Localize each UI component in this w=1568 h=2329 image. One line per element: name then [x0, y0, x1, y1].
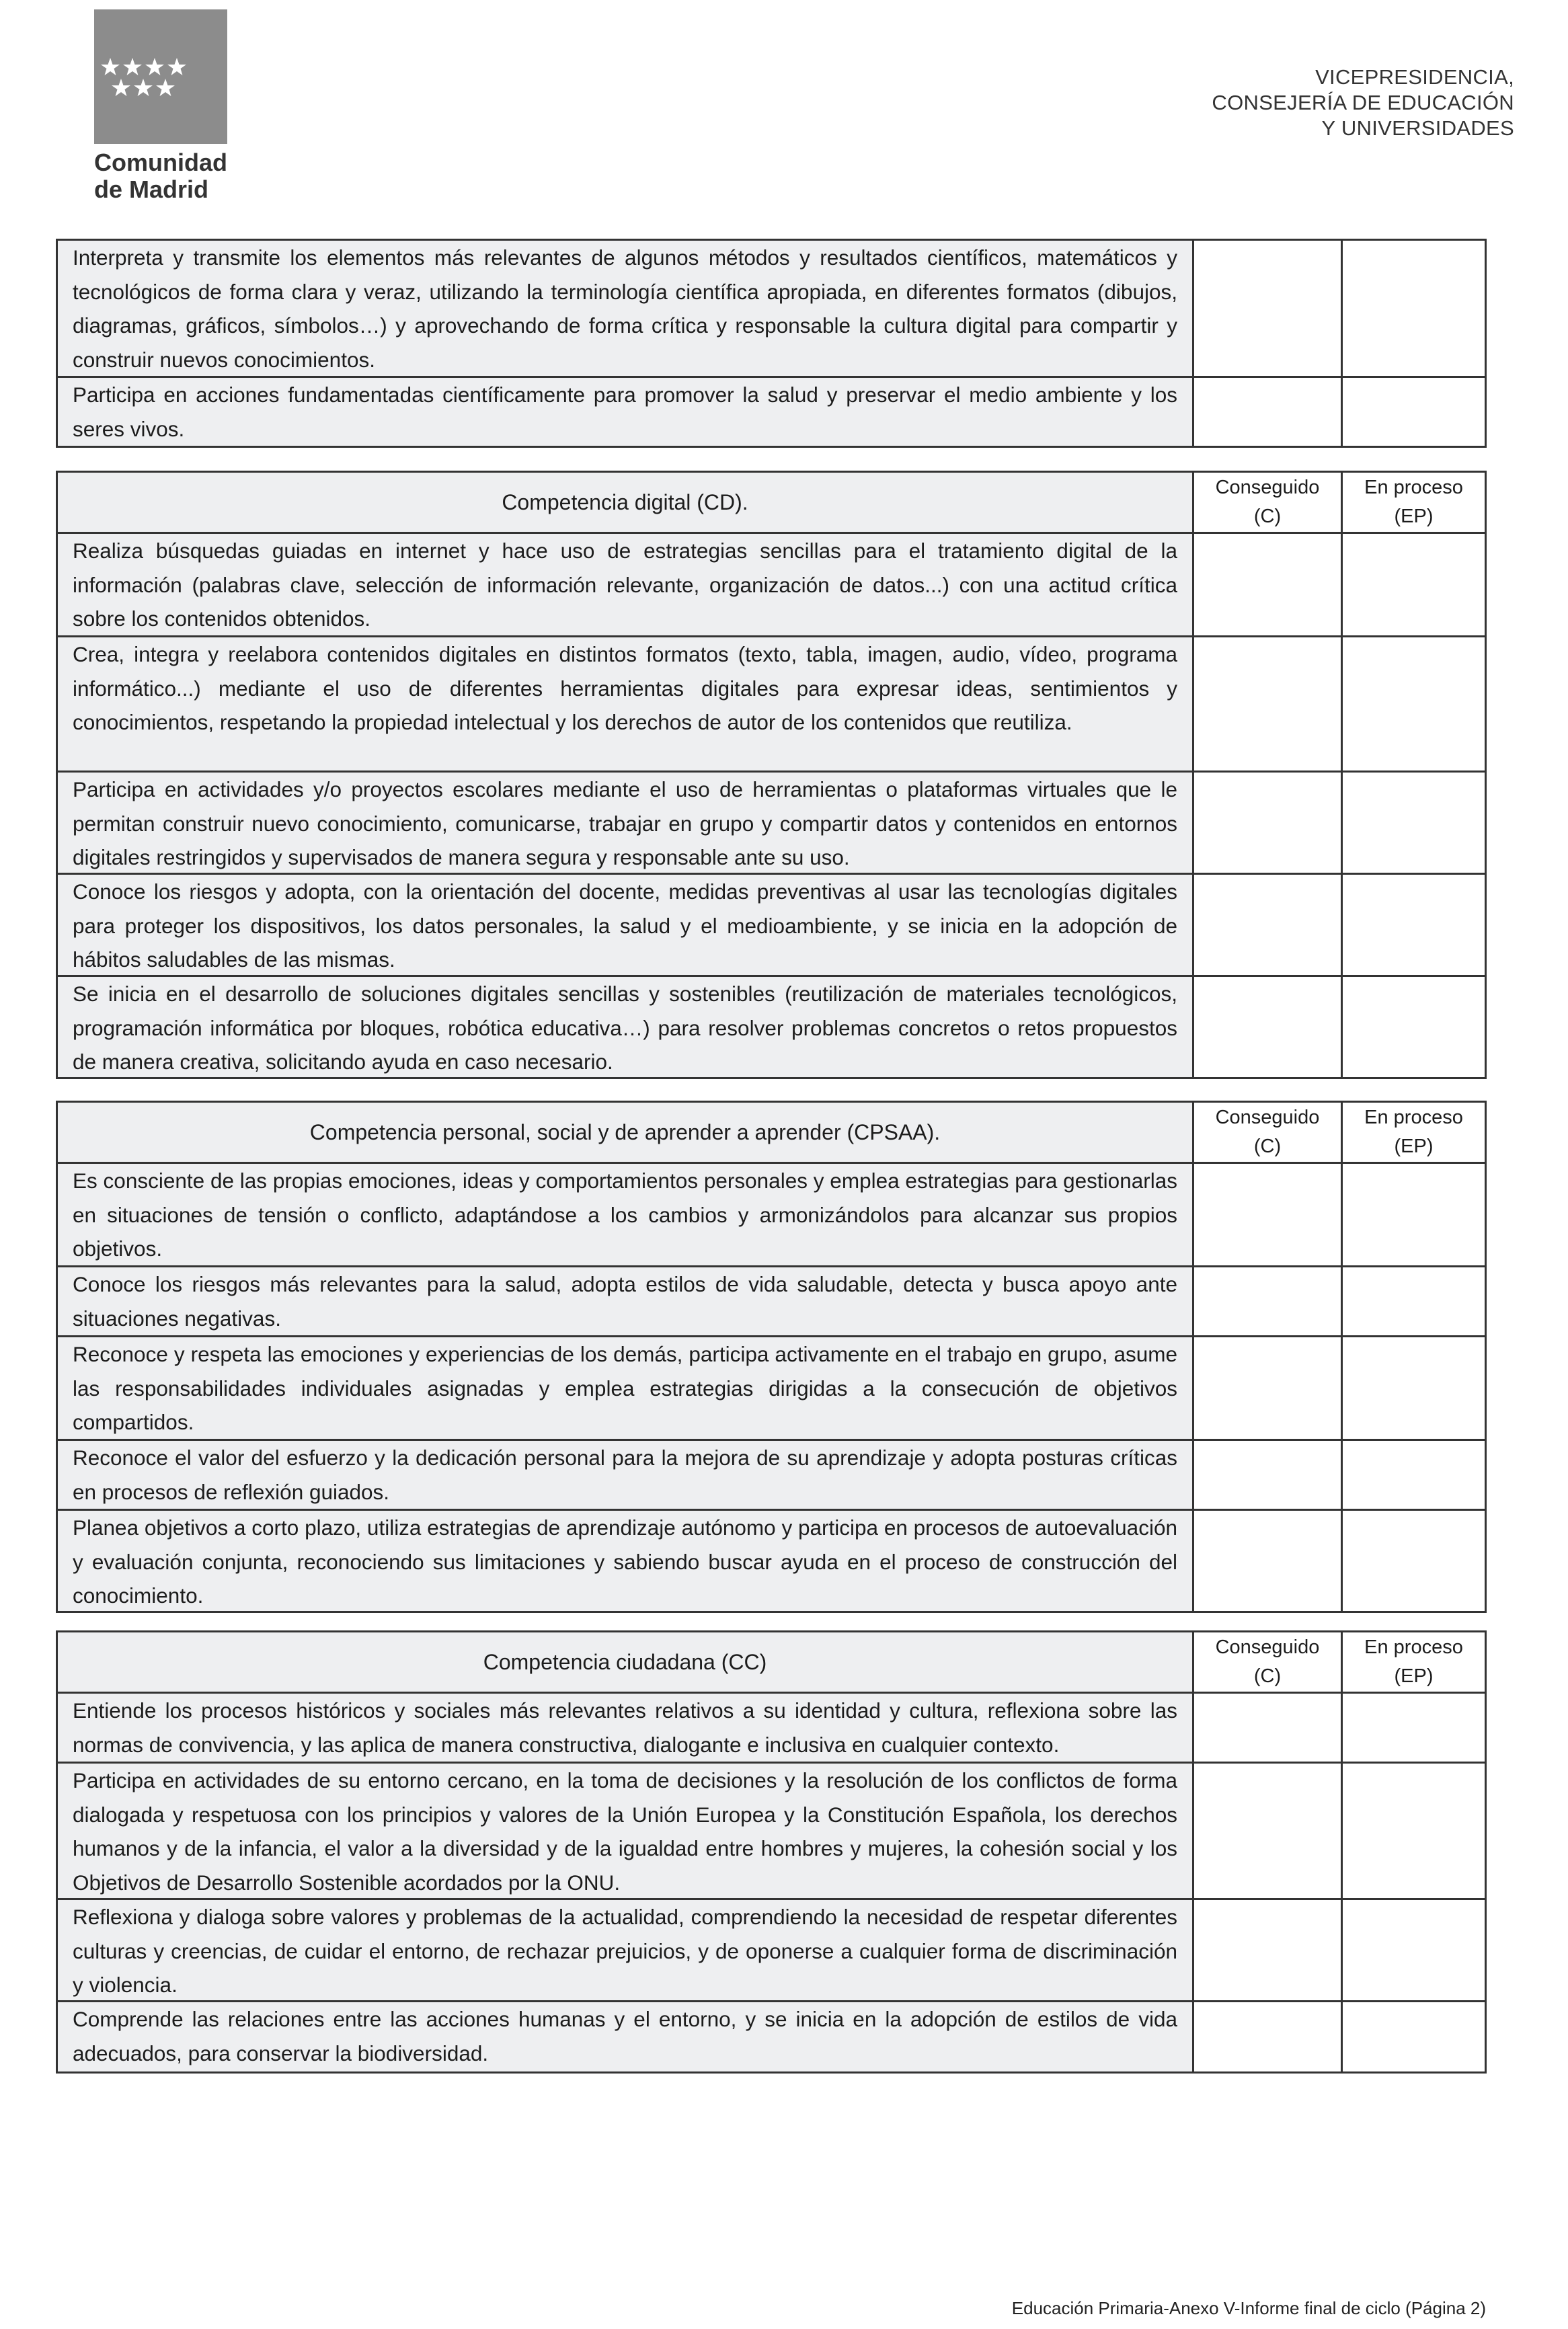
page-footer: Educación Primaria-Anexo V-Informe final de ciclo (Página 2) — [1011, 2298, 1486, 2318]
table-header-row — [58, 1103, 1485, 1162]
competency-table-cpsaa — [56, 1101, 1487, 1613]
competency-description: Realiza búsquedas guiadas en internet y hace uso de estrategias sencillas para el tratamiento digital de la información (palabras clave, selección de información relevante, organización de datos...) con una actitud crítica sobre los contenidos obtenidos. — [58, 534, 1192, 635]
logo-line-2: de Madrid — [94, 175, 209, 203]
en-proceso-checkbox[interactable] — [1341, 875, 1485, 975]
conseguido-checkbox[interactable] — [1192, 1511, 1341, 1611]
header-line-2: CONSEJERÍA DE EDUCACIÓN — [1212, 91, 1514, 114]
competency-row — [58, 1692, 1485, 1762]
competency-description: Interpreta y transmite los elementos más relevantes de algunos métodos y resultados científicos, matemáticos y tecnológicos de forma clara y veraz, utilizando la terminología científica apropiada, en diferentes formatos (dibujos, diagramas, gráficos, símbolos…) y aprovechando de forma crítica y responsable la cultura digital para compartir y construir nuevos conocimientos. — [58, 241, 1192, 376]
conseguido-header: Conseguido (C) — [1192, 1632, 1341, 1692]
competency-row — [58, 1439, 1485, 1509]
en-proceso-checkbox[interactable] — [1341, 1511, 1485, 1611]
competency-description: Reconoce el valor del esfuerzo y la dedicación personal para la mejora de su aprendizaje y adopta posturas críticas en procesos de reflexión guiados. — [58, 1441, 1192, 1509]
en-proceso-checkbox[interactable] — [1341, 2002, 1485, 2071]
competency-description: Reflexiona y dialoga sobre valores y problemas de la actualidad, comprendiendo la necesidad de respetar diferentes culturas y creencias, de cuidar el entorno, de rechazar prejuicios, y de oponerse a cualquier forma de discriminación y violencia. — [58, 1900, 1192, 2000]
conseguido-checkbox[interactable] — [1192, 241, 1341, 376]
conseguido-checkbox[interactable] — [1192, 1764, 1341, 1898]
conseguido-checkbox[interactable] — [1192, 1164, 1341, 1265]
conseguido-checkbox[interactable] — [1192, 534, 1341, 635]
competency-description: Crea, integra y reelabora contenidos digitales en distintos formatos (texto, tabla, imagen, audio, vídeo, programa informático...) mediante el uso de diferentes herramientas digitales para expresar ideas, sentimientos y conocimientos, respetando la propiedad intelectual y los derechos de autor de los contenidos que reutiliza. — [58, 637, 1192, 771]
en-proceso-checkbox[interactable] — [1341, 241, 1485, 376]
en-proceso-header: En proceso (EP) — [1341, 1632, 1485, 1692]
conseguido-header: Conseguido (C) — [1192, 473, 1341, 532]
section-title: Competencia digital (CD). — [58, 473, 1192, 532]
competency-row — [58, 2000, 1485, 2071]
competency-table-cd — [56, 471, 1487, 1079]
en-proceso-checkbox[interactable] — [1341, 1694, 1485, 1762]
competency-row — [58, 1762, 1485, 1898]
conseguido-checkbox[interactable] — [1192, 637, 1341, 771]
header-line-1: VICEPRESIDENCIA, — [1315, 65, 1514, 89]
competency-row — [58, 635, 1485, 771]
competency-row — [58, 376, 1485, 446]
competency-description: Participa en actividades y/o proyectos escolares mediante el uso de herramientas o plataformas virtuales que le permitan construir nuevo conocimiento, comunicarse, trabajar en grupo y compartir datos y contenidos en entornos digitales restringidos y supervisados de manera segura y responsable ante su uso. — [58, 773, 1192, 873]
competency-row — [58, 975, 1485, 1077]
en-proceso-header: En proceso (EP) — [1341, 473, 1485, 532]
competency-table-continuation — [56, 239, 1487, 448]
en-proceso-header: En proceso (EP) — [1341, 1103, 1485, 1162]
conseguido-checkbox[interactable] — [1192, 1900, 1341, 2000]
en-proceso-checkbox[interactable] — [1341, 977, 1485, 1077]
en-proceso-checkbox[interactable] — [1341, 1900, 1485, 2000]
section-title: Competencia ciudadana (CC) — [58, 1632, 1192, 1692]
competency-description: Es consciente de las propias emociones, ideas y comportamientos personales y emplea estrategias para gestionarlas en situaciones de tensión o conflicto, adaptándose a los cambios y armonizándolos para alcanzar sus propios objetivos. — [58, 1164, 1192, 1265]
competency-description: Comprende las relaciones entre las acciones humanas y el entorno, y se inicia en la adopción de estilos de vida adecuados, para conservar la biodiversidad. — [58, 2002, 1192, 2071]
conseguido-checkbox[interactable] — [1192, 1267, 1341, 1335]
conseguido-checkbox[interactable] — [1192, 773, 1341, 873]
competency-row — [58, 873, 1485, 975]
en-proceso-checkbox[interactable] — [1341, 378, 1485, 446]
competency-description: Participa en actividades de su entorno cercano, en la toma de decisiones y la resolución de los conflictos de forma dialogada y respetuosa con los principios y valores de la Unión Europea y la Constitución Española, los derechos humanos y de la infancia, el valor a la diversidad y de la igualdad entre hombres y mujeres, la cohesión social y los Objetivos de Desarrollo Sostenible acordados por la ONU. — [58, 1764, 1192, 1898]
conseguido-checkbox[interactable] — [1192, 977, 1341, 1077]
conseguido-checkbox[interactable] — [1192, 1337, 1341, 1439]
logo-text — [94, 149, 227, 203]
competency-table-cc — [56, 1630, 1487, 2074]
conseguido-checkbox[interactable] — [1192, 2002, 1341, 2071]
conseguido-checkbox[interactable] — [1192, 875, 1341, 975]
en-proceso-checkbox[interactable] — [1341, 1164, 1485, 1265]
competency-description: Conoce los riesgos más relevantes para la salud, adopta estilos de vida saludable, detecta y busca apoyo ante situaciones negativas. — [58, 1267, 1192, 1335]
conseguido-checkbox[interactable] — [1192, 378, 1341, 446]
en-proceso-checkbox[interactable] — [1341, 1337, 1485, 1439]
competency-row — [58, 1265, 1485, 1335]
competency-row — [58, 1509, 1485, 1611]
competency-row — [58, 771, 1485, 873]
table-header-row — [58, 473, 1485, 532]
logo-line-1: Comunidad — [94, 149, 227, 176]
competency-description: Planea objetivos a corto plazo, utiliza estrategias de aprendizaje autónomo y participa en procesos de autoevaluación y evaluación conjunta, reconociendo sus limitaciones y sabiendo buscar ayuda en el proceso de construcción del conocimiento. — [58, 1511, 1192, 1611]
en-proceso-checkbox[interactable] — [1341, 637, 1485, 771]
stars-icon — [94, 9, 227, 144]
en-proceso-checkbox[interactable] — [1341, 534, 1485, 635]
comunidad-madrid-logo — [94, 9, 227, 144]
competency-description: Se inicia en el desarrollo de soluciones digitales sencillas y sostenibles (reutilización de materiales tecnológicos, programación informática por bloques, robótica educativa…) para resolver problemas concretos o retos propuestos de manera creativa, solicitando ayuda en caso necesario. — [58, 977, 1192, 1077]
conseguido-checkbox[interactable] — [1192, 1441, 1341, 1509]
competency-row — [58, 1335, 1485, 1439]
conseguido-header: Conseguido (C) — [1192, 1103, 1341, 1162]
competency-description: Participa en acciones fundamentadas científicamente para promover la salud y preservar el medio ambiente y los seres vivos. — [58, 378, 1192, 446]
ministry-header — [1212, 65, 1514, 141]
competency-description: Reconoce y respeta las emociones y experiencias de los demás, participa activamente en el trabajo en grupo, asume las responsabilidades individuales asignadas y emplea estrategias dirigidas a la consecución de objetivos compartidos. — [58, 1337, 1192, 1439]
table-header-row — [58, 1632, 1485, 1692]
competency-row — [58, 532, 1485, 635]
competency-row — [58, 241, 1485, 376]
competency-description: Entiende los procesos históricos y sociales más relevantes relativos a su identidad y cultura, reflexiona sobre las normas de convivencia, y las aplica de manera constructiva, dialogante e inclusiva en cualquier contexto. — [58, 1694, 1192, 1762]
conseguido-checkbox[interactable] — [1192, 1694, 1341, 1762]
competency-description: Conoce los riesgos y adopta, con la orientación del docente, medidas preventivas al usar las tecnologías digitales para proteger los dispositivos, los datos personales, la salud y el medioambiente, y se inicia en la adopción de hábitos saludables de las mismas. — [58, 875, 1192, 975]
header-line-3: Y UNIVERSIDADES — [1321, 116, 1514, 140]
section-title: Competencia personal, social y de aprender a aprender (CPSAA). — [58, 1103, 1192, 1162]
en-proceso-checkbox[interactable] — [1341, 1764, 1485, 1898]
competency-row — [58, 1898, 1485, 2000]
en-proceso-checkbox[interactable] — [1341, 773, 1485, 873]
en-proceso-checkbox[interactable] — [1341, 1441, 1485, 1509]
competency-row — [58, 1162, 1485, 1265]
en-proceso-checkbox[interactable] — [1341, 1267, 1485, 1335]
